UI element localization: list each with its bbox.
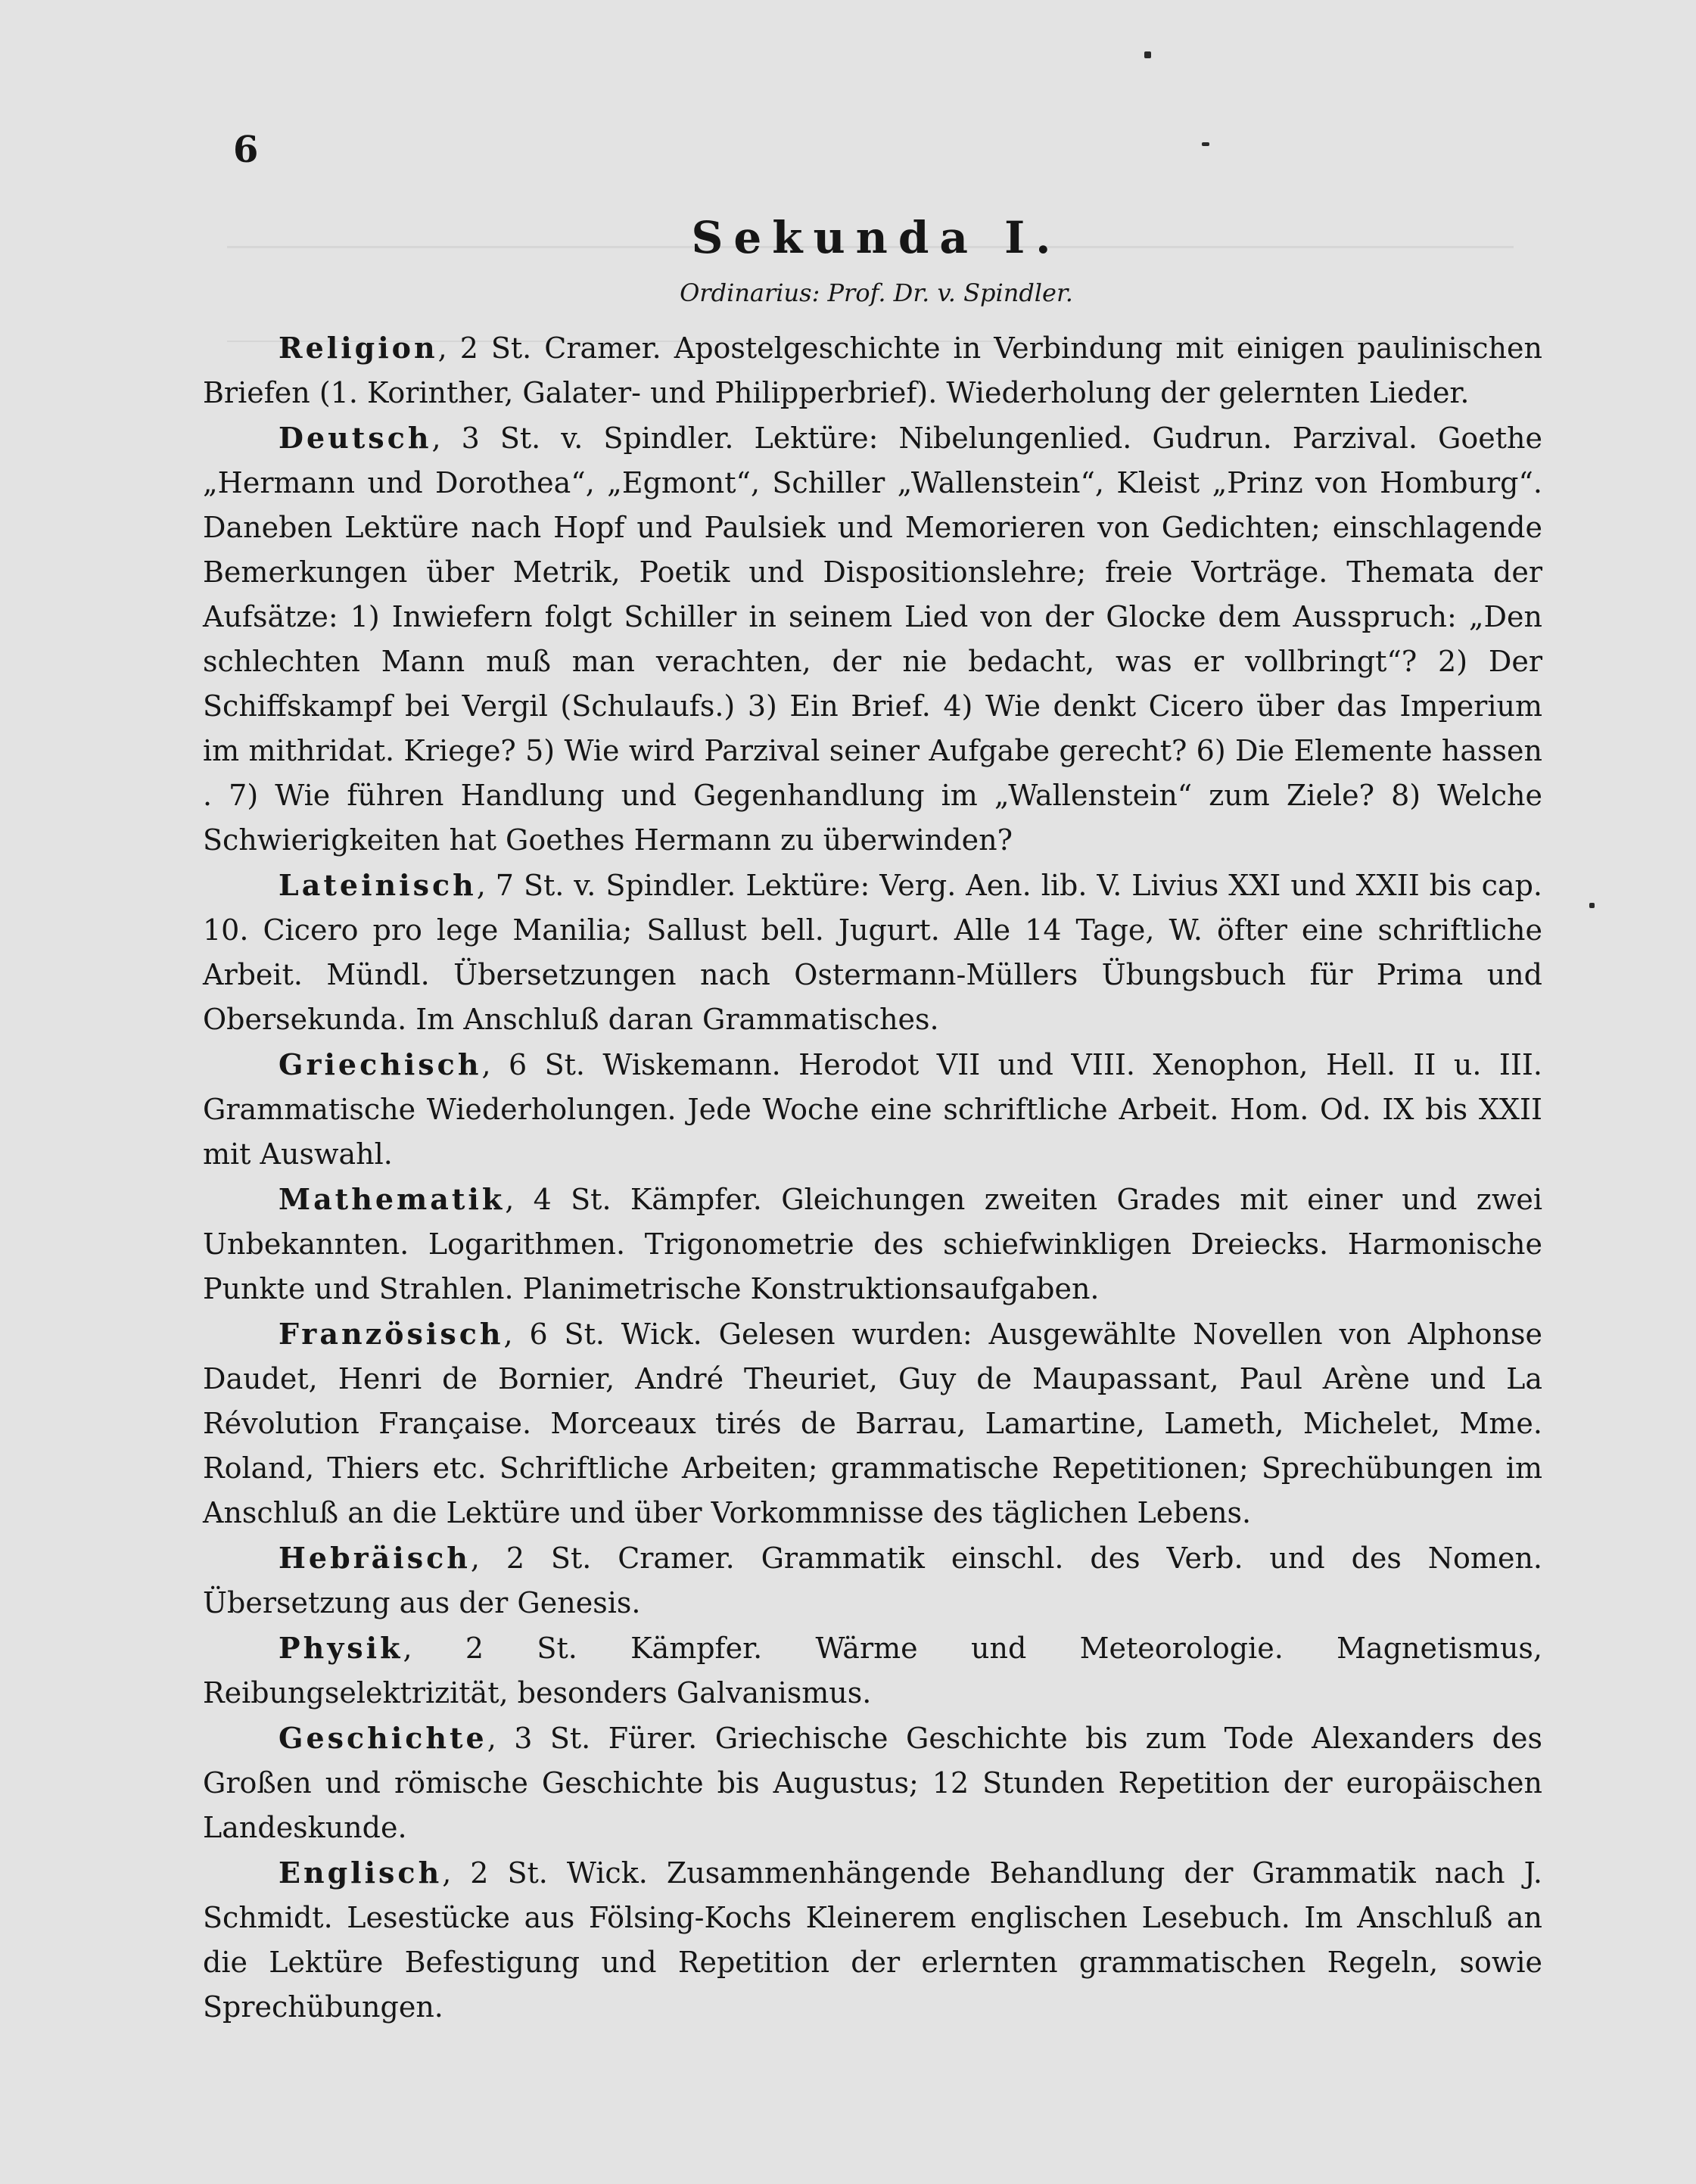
paragraph-text: , 2 St. Wick. Zusammenhängende Behandlung der Grammatik nach J. Schmidt. Lesestücke aus Fölsing-Kochs Kleinerem englischen Lesebuch. Im Anschluß an die Lektüre Befestigung und Repetition der erlernten grammatischen Regeln, sowie Sprechübungen. (203, 1856, 1542, 2024)
paragraph-text: , 3 St. Fürer. Griechische Geschichte bis zum Tode Alexanders des Großen und römische Geschichte bis Augustus; 12 Stunden Repetition der europäischen Landeskunde. (203, 1722, 1542, 1844)
subject-label: Physik (279, 1631, 403, 1665)
paragraph-text: , 3 St. v. Spindler. Lektüre: Nibelungenlied. Gudrun. Parzival. Goethe „Hermann und Dorothea“, „Egmont“, Schiller „Wallenstein“, Kleist „Prinz von Homburg“. Daneben Lektüre nach Hopf und Paulsiek und Memorieren von Gedichten; einschlagende Bemerkungen über Metrik, Poetik und Dispositionslehre; freie Vorträge. Themata der Aufsätze: 1) Inwiefern folgt Schiller in seinem Lied von der Glocke dem Ausspruch: „Den schlechten Mann muß man verachten, der nie bedacht, was er vollbringt“? 2) Der Schiffskampf bei Vergil (Schulaufs.) 3) Ein Brief. 4) Wie denkt Cicero über das Imperium im mithridat. Kriege? 5) Wie wird Parzival seiner Aufgabe gerecht? 6) Die Elemente hassen . 7) Wie führen Handlung und Gegenhandlung im „Wallenstein“ zum Ziele? 8) Welche Schwierigkeiten hat Goethes Hermann zu überwinden? (203, 422, 1542, 857)
paragraph-franzoesisch (203, 1311, 1542, 1535)
paragraph-englisch (203, 1850, 1542, 2030)
subject-label: Lateinisch (279, 868, 477, 902)
subject-label: Griechisch (279, 1047, 482, 1081)
speck (1202, 142, 1209, 146)
ordinarius-line: Ordinarius: Prof. Dr. v. Spindler. (680, 278, 1073, 307)
subject-label: Deutsch (279, 421, 432, 455)
paragraph-griechisch (203, 1042, 1542, 1177)
paragraph-text: , 2 St. Kämpfer. Wärme und Meteorologie. Magnetismus, Reibungselektrizität, besonders Galvanismus. (203, 1632, 1542, 1710)
paragraph-physik (203, 1626, 1542, 1716)
subject-label: Religion (279, 331, 438, 365)
paragraph-lateinisch (203, 863, 1542, 1042)
paragraph-geschichte (203, 1716, 1542, 1850)
subject-label: Mathematik (279, 1182, 506, 1216)
paragraph-text: , 7 St. v. Spindler. Lektüre: Verg. Aen. lib. V. Livius XXI und XXII bis cap. 10. Cicero pro lege Manilia; Sallust bell. Jugurt. Alle 14 Tage, W. öfter eine schriftliche Arbeit. Mündl. Übersetzungen nach Ostermann-Müllers Übungsbuch für Prima und Obersekunda. Im Anschluß daran Grammatisches. (203, 869, 1542, 1036)
bleed-through-heading: ​ (226, 204, 228, 243)
paragraph-text: , 6 St. Wick. Gelesen wurden: Ausgewählte Novellen von Alphonse Daudet, Henri de Bornier, André Theuriet, Guy de Maupassant, Paul Arène und La Révolution Française. Morceaux tirés de Barrau, Lamartine, Lameth, Michelet, Mme. Roland, Thiers etc. Schriftliche Arbeiten; grammatische Repetitionen; Sprechübungen im Anschluß an die Lektüre und über Vorkommnisse des täglichen Lebens. (203, 1318, 1542, 1529)
section-title: Sekunda I. (691, 212, 1062, 263)
subject-label: Hebräisch (279, 1541, 471, 1575)
paragraph-text: , 6 St. Wiskemann. Herodot VII und VIII. Xenophon, Hell. II u. III. Grammatische Wiederholungen. Jede Woche eine schriftliche Arbeit. Hom. Od. IX bis XXII mit Auswahl. (203, 1048, 1542, 1171)
speck (1144, 51, 1151, 58)
page-number: 6 (233, 129, 259, 171)
paragraph-hebraeisch (203, 1535, 1542, 1626)
curriculum-text (203, 325, 1542, 2030)
speck (1589, 903, 1595, 908)
paragraph-text: , 4 St. Kämpfer. Gleichungen zweiten Grades mit einer und zwei Unbekannten. Logarithmen. Trigonometrie des schiefwinkligen Dreiecks. Harmonische Punkte und Strahlen. Planimetrische Konstruktionsaufgaben. (203, 1183, 1542, 1305)
paragraph-text: , 2 St. Cramer. Grammatik einschl. des Verb. und des Nomen. Übersetzung aus der Genesis. (203, 1542, 1542, 1619)
paragraph-mathematik (203, 1177, 1542, 1311)
paragraph-text: , 2 St. Cramer. Apostelgeschichte in Verbindung mit einigen paulinischen Briefen (1. Korinther, Galater- und Philipperbrief). Wiederholung der gelernten Lieder. (203, 331, 1542, 409)
subject-label: Geschichte (279, 1721, 487, 1755)
paragraph-deutsch (203, 415, 1542, 863)
paragraph-religion (203, 325, 1542, 415)
subject-label: Englisch (279, 1856, 443, 1890)
subject-label: Französisch (279, 1317, 504, 1351)
